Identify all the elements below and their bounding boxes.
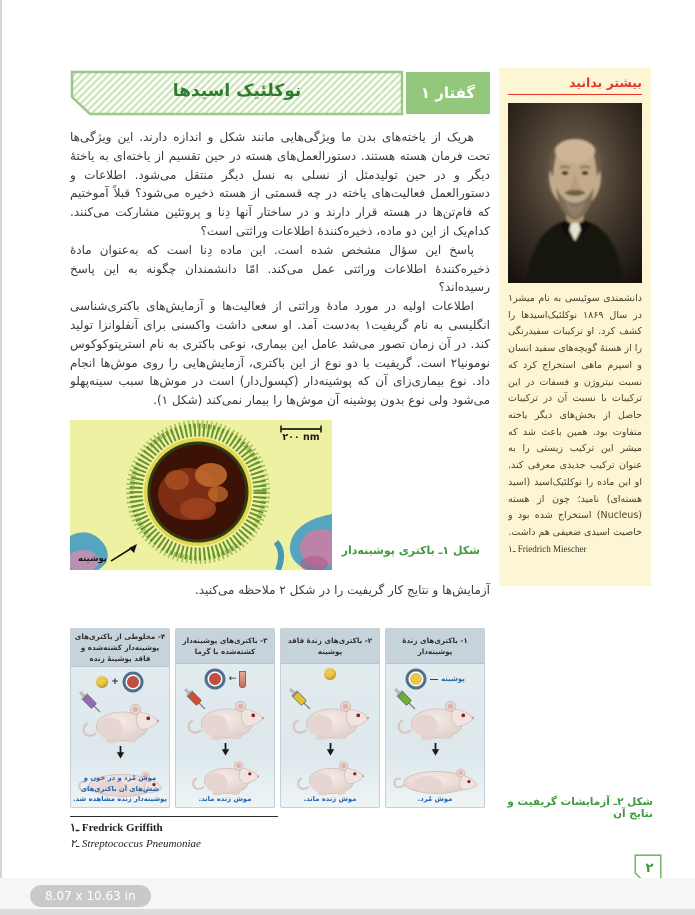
panel-4-result: موش مُرد و در خون و شش‌های آن باکتری‌های پوشینه‌دار زنده مشاهده شد. <box>73 774 167 803</box>
know-more-heading: بیشتر بدانید <box>569 75 642 90</box>
lecture-label: گفتار ۱ <box>406 72 490 114</box>
plus-sign: + <box>111 677 119 688</box>
mouse-alive <box>184 696 266 742</box>
experiment-panel-2 <box>280 628 380 808</box>
panel-2-result: موش زنده ماند. <box>303 794 357 803</box>
sidebar-know-more <box>499 68 651 586</box>
capsule-pointer <box>78 540 143 564</box>
panel-3-title: ۳- باکتری‌های پوشینه‌دار کشته‌شده با گرما <box>176 629 274 664</box>
heated-tube-icon <box>239 671 246 688</box>
paragraph-2: پاسخ این سؤال مشخص شده است. این ماده دِنا است که به‌عنوان مادهٔ ذخیره‌کنندهٔ اطلاعات وراثتی عمل می‌کند. امّا دانشمندان چگونه به این پاسخ رسیده‌اند؟ <box>70 242 490 295</box>
pointer-arrow-icon <box>107 540 143 564</box>
viewer-bottom-edge <box>0 909 695 915</box>
panel-1-result: موش مُرد. <box>417 794 453 803</box>
experiment-panel-1 <box>385 628 485 808</box>
article-text <box>70 128 490 420</box>
mouse-alive <box>394 696 476 742</box>
red-divider <box>508 94 642 95</box>
chapter-band <box>70 70 404 116</box>
pointer-line <box>430 679 438 680</box>
miescher-portrait-photo <box>508 103 642 283</box>
mouse-dead <box>391 757 479 797</box>
sidebar-text: دانشمندی سوئیسی به نام میشر۱ در سال ۱۸۶۹ نوکلئیک‌اسیدها را کشف کرد. او ترکیبات سفیدرنگی را از هستهٔ گویچه‌های سفید انسان و اسپرم ماهی استخراج کرد که نسبت نیتروژن و فسفات در این ترکیبات با نسبت آن در ترکیبات حاصل از بخش‌های دیگر یاخته متفاوت بود. همین باعث شد که میشر این ترکیب زیستی را به عنوان ترکیب جدیدی معرفی کند. او این ماده را نوکلئیک‌اسید (اسید هسته‌ای) نامید؛ چون از هسته (Nucleus) استخراج شده بود و خاصیت اسیدی ضعیفی هم داشت. <box>508 293 642 539</box>
experiment-panel-3 <box>175 628 275 808</box>
figure2-caption: شکل ۲ـ آزمایشات گریفیت و نتایج آن <box>507 796 653 820</box>
capsule-label: پوشینه <box>78 554 107 564</box>
mouse-alive <box>289 696 371 742</box>
page-number: ۲ <box>645 861 654 876</box>
panel-3-result: موش زنده ماند. <box>198 794 252 803</box>
figure1-micrograph <box>70 420 332 570</box>
down-arrow-icon <box>326 743 335 756</box>
page-size-badge: 8.07 x 10.63 in <box>30 885 151 907</box>
scale-bar <box>280 425 322 443</box>
figure2-intro-text: آزمایش‌ها و نتایج کار گریفیت را در شکل ۲ ملاحظه می‌کنید. <box>194 583 490 597</box>
panel-1-title: ۱- باکتری‌های زندهٔ پوشینه‌دار <box>386 629 484 664</box>
mouse-alive <box>79 699 161 745</box>
killed-capsuled-bacterium-icon <box>127 676 139 688</box>
footnote-divider <box>70 816 278 817</box>
mouse-alive <box>286 757 374 797</box>
killed-capsuled-bacterium-icon <box>209 673 221 685</box>
panel-capsule-label: پوشینه <box>441 675 465 683</box>
document-page <box>2 0 695 915</box>
down-arrow-icon <box>221 743 230 756</box>
panel-2-title: ۲- باکتری‌های زندهٔ فاقد پوشینه <box>281 629 379 664</box>
panel-4-title: ۴- مخلوطی از باکتری‌های پوشینه‌دار کشته‌شده و فاقد پوشینهٔ زنده <box>71 629 169 667</box>
figure1-caption: شکل ۱ـ باکتری پوشینه‌دار <box>341 544 480 557</box>
viewer-bottom-bar <box>0 878 695 915</box>
down-arrow-icon <box>431 743 440 756</box>
footnote-griffith: ۱ـ Fredrick Griffith <box>70 822 163 834</box>
experiment-panel-4 <box>70 628 170 808</box>
paragraph-3: اطلاعات اولیه در مورد مادهٔ وراثتی از فعالیت‌ها و آزمایش‌های باکتری‌شناسی انگلیسی به نام گریفیت۱ به‌دست آمد. او سعی داشت واکسنی برای آنفلوانزا تولید کند. در آن زمان تصور می‌شد عامل این بیماری، نوعی باکتری به نام استرپتوکوکوس نومونیا۲ است. گریفیت با دو نوع از این باکتری، آزمایش‌هایی را روی موش‌ها انجام داد. نوع بیماری‌زای آن که پوشینه‌دار (کپسول‌دار) است در موش‌ها سبب سینه‌پهلو می‌شود ولی نوع بدون پوشینه آن موش‌ها را بیمار نمی‌کند (شکل ۱). <box>70 299 490 408</box>
sidebar-footnote: ۱ـ Friedrich Miescher <box>508 544 587 554</box>
figure2-panels <box>70 628 485 808</box>
left-arrow-icon: ← <box>228 673 237 684</box>
scale-label: ۲۰۰ nm <box>282 432 320 443</box>
footnote-streptococcus: ۲ـ Streptococcus Pneumoniae <box>70 838 201 850</box>
paragraph-1: هریک از یاخته‌های بدن ما ویژگی‌هایی مانند شکل و اندازه دارند. این ویژگی‌ها تحت فرمان هسته هستند. دستورالعمل‌های هسته در حین تقسیم از یاخته‌ای به یاختهٔ دیگر و در حین تولیدمثل از نسلی به نسل دیگر منتقل می‌شود. اطلاعات و دستورالعمل فعالیت‌های یاخته در چه قسمتی از هسته ذخیره می‌شود؟ قبلاً آموختیم که فام‌تن‌ها در هسته قرار دارند و در ساختار آنها دِنا و پروتئین مشارکت می‌کنند. کدام‌یک از این دو ماده، ذخیره‌کنندهٔ اطلاعات وراثتی است؟ <box>70 130 490 238</box>
down-arrow-icon <box>116 746 125 759</box>
section-title: نوکلئیک اسیدها <box>172 81 302 101</box>
naked-bacterium-icon <box>324 668 336 680</box>
mouse-alive <box>181 757 269 797</box>
